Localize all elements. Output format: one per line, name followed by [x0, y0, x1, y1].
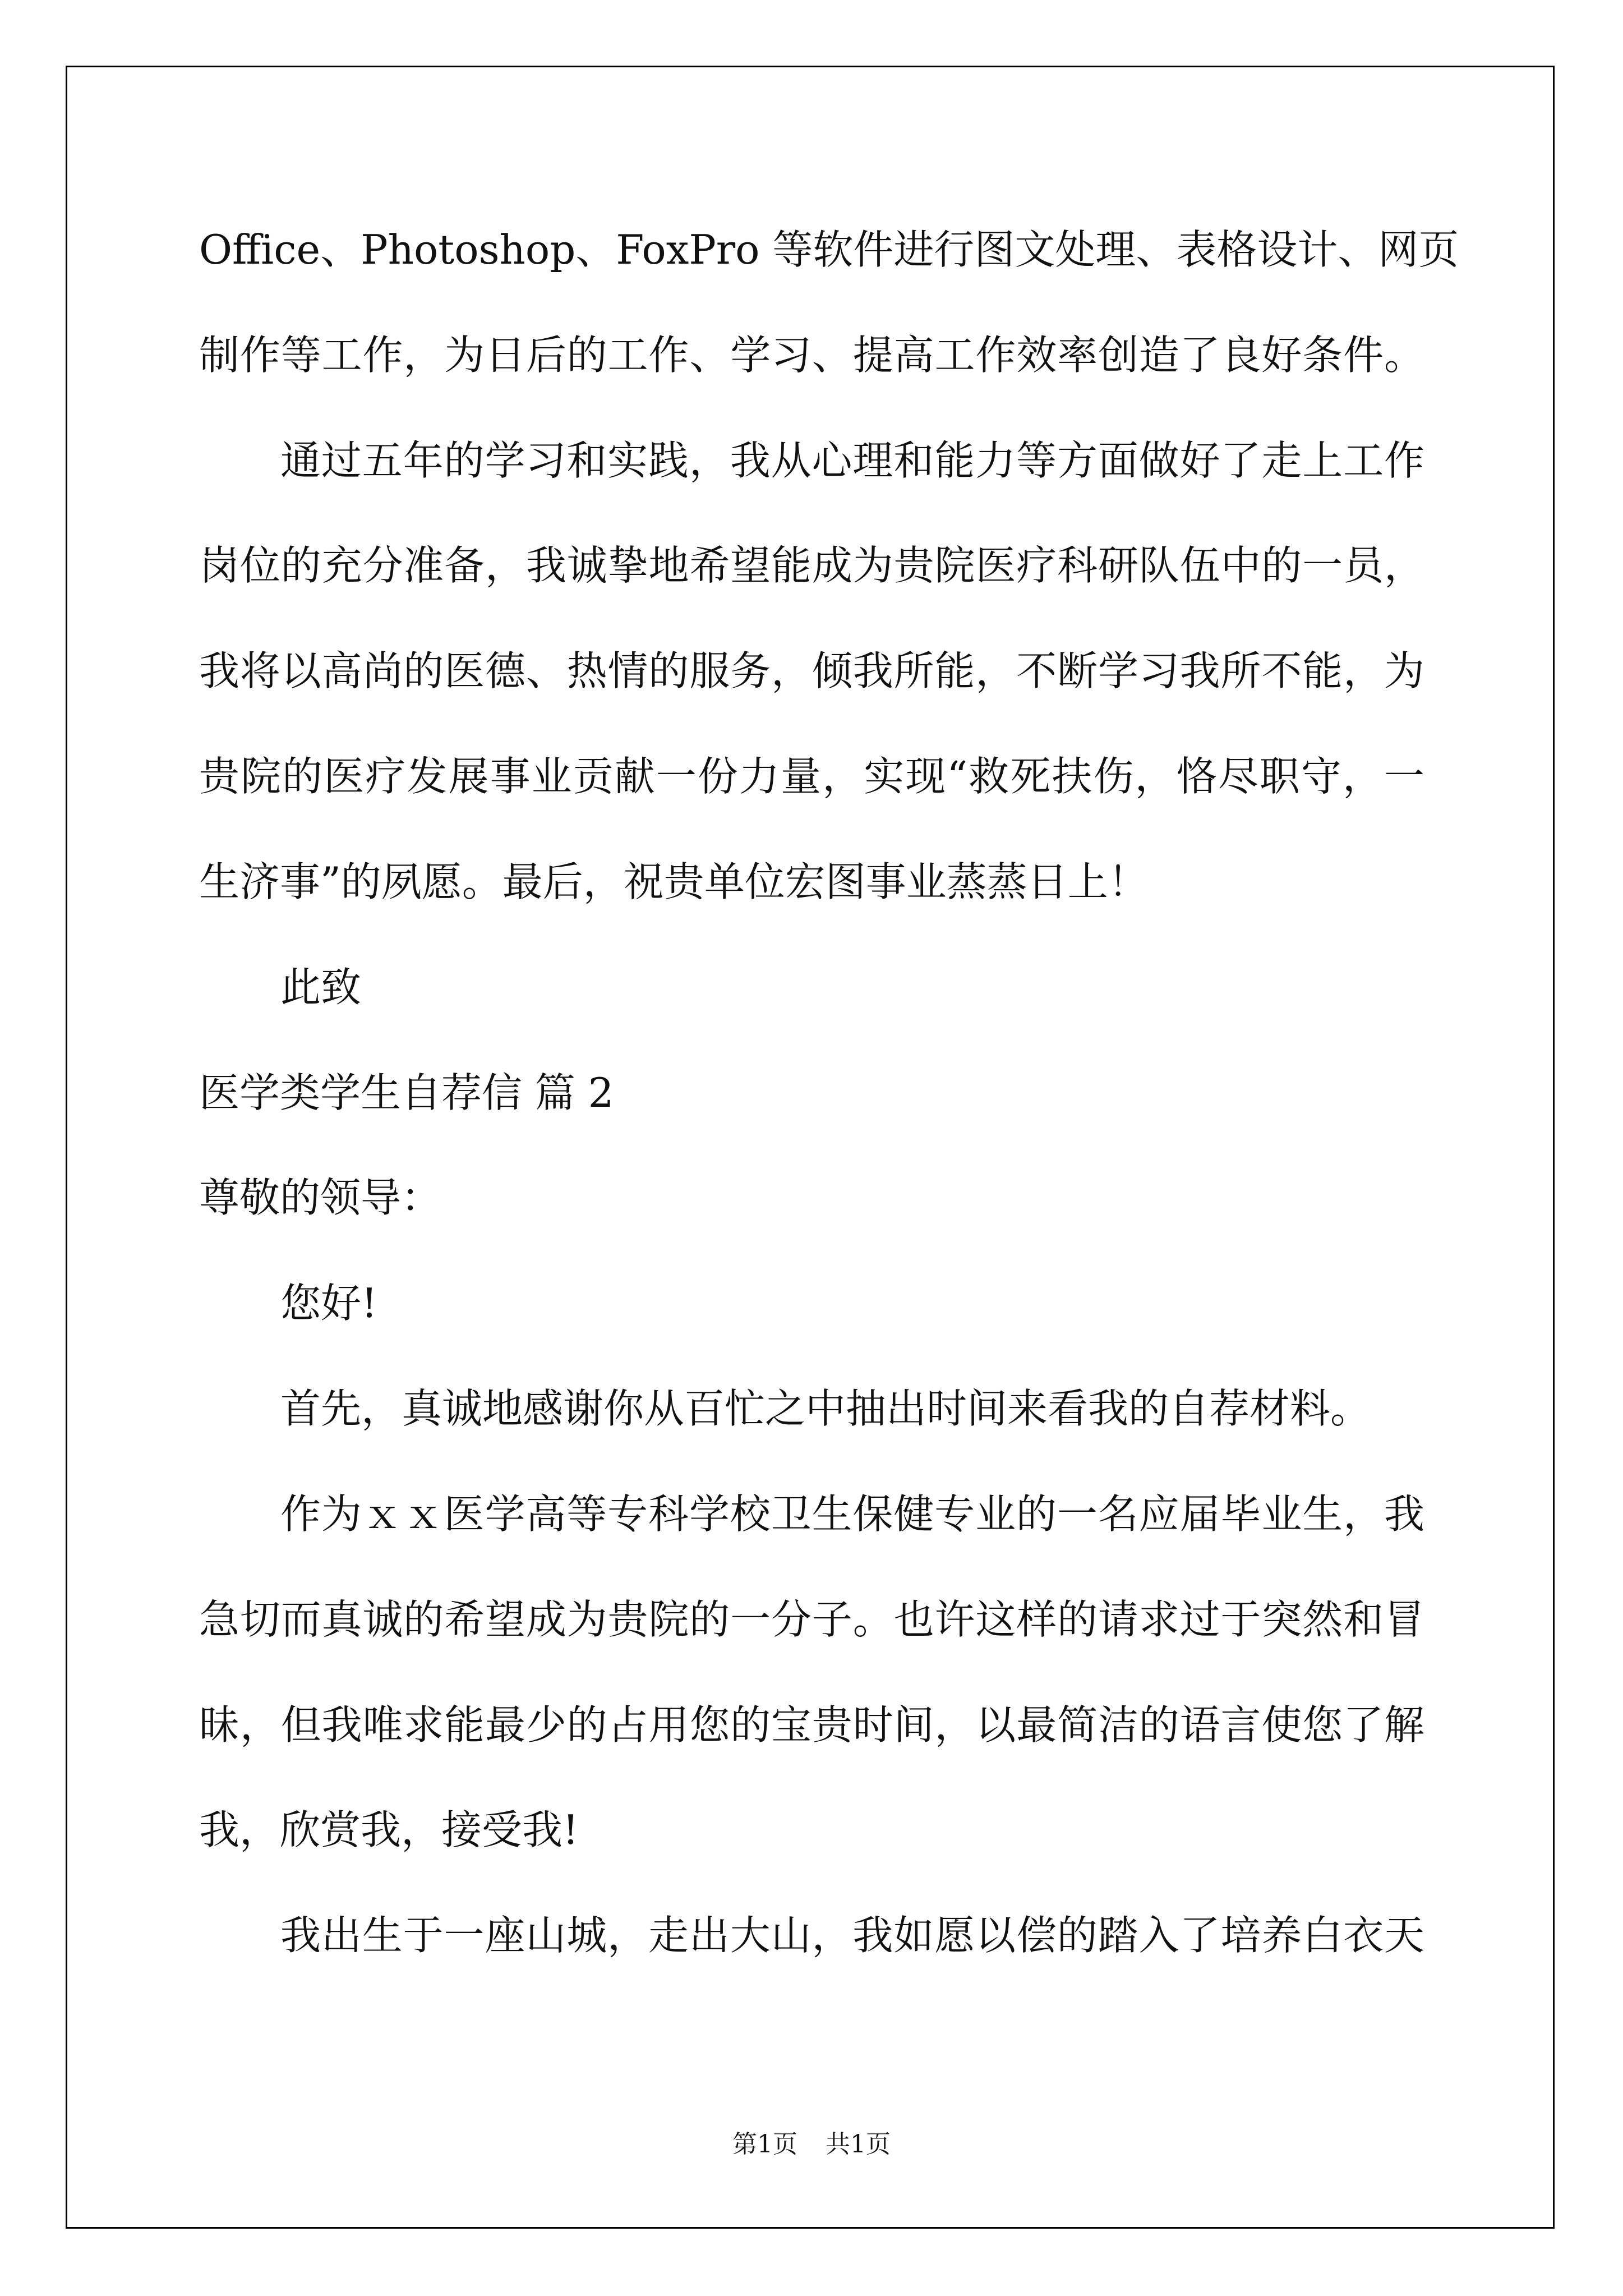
text-line-15: 昧，但我唯求能最少的占用您的宝贵时间，以最简洁的语言使您了解: [199, 1701, 1424, 1749]
text-line-6: 贵院的医疗发展事业贡献一份力量，实现“救死扶伤，恪尽职守，一: [199, 753, 1424, 800]
page-number-total: 共1页: [826, 2130, 891, 2159]
page-footer: [0, 2129, 1623, 2160]
page-border: [66, 66, 1555, 2229]
salutation: 尊敬的领导：: [199, 1174, 442, 1221]
text-line-17: 我出生于一座山城，走出大山，我如愿以偿的踏入了培养白衣天: [280, 1912, 1424, 1959]
text-line-7: 生济事”的夙愿。最后，祝贵单位宏图事业蒸蒸日上！: [199, 858, 1149, 905]
greeting: 您好!: [280, 1280, 377, 1327]
text-line-14: 急切而真诚的希望成为贵院的一分子。也许这样的请求过于突然和冒: [199, 1596, 1424, 1643]
text-line-1: Office、Photoshop、FoxPro 等软件进行图文处理、表格设计、网页: [199, 226, 1459, 273]
text-line-2: 制作等工作，为日后的工作、学习、提高工作效率创造了良好条件。: [199, 332, 1424, 379]
section-heading: 医学类学生自荐信 篇 2: [199, 1069, 614, 1116]
text-line-12: 首先，真诚地感谢你从百忙之中抽出时间来看我的自荐材料。: [280, 1385, 1371, 1432]
text-line-16: 我，欣赏我，接受我!: [199, 1806, 579, 1853]
closing-salutation: 此致: [280, 964, 362, 1011]
page-number-current: 第1页: [732, 2130, 797, 2159]
text-line-3: 通过五年的学习和实践，我从心理和能力等方面做好了走上工作: [280, 437, 1424, 484]
text-line-13: 作为ｘｘ医学高等专科学校卫生保健专业的一名应届毕业生，我: [280, 1490, 1424, 1538]
text-line-4: 岗位的充分准备，我诚挚地希望能成为贵院医疗科研队伍中的一员，: [199, 542, 1424, 589]
text-line-5: 我将以高尚的医德、热情的服务，倾我所能，不断学习我所不能，为: [199, 647, 1424, 694]
